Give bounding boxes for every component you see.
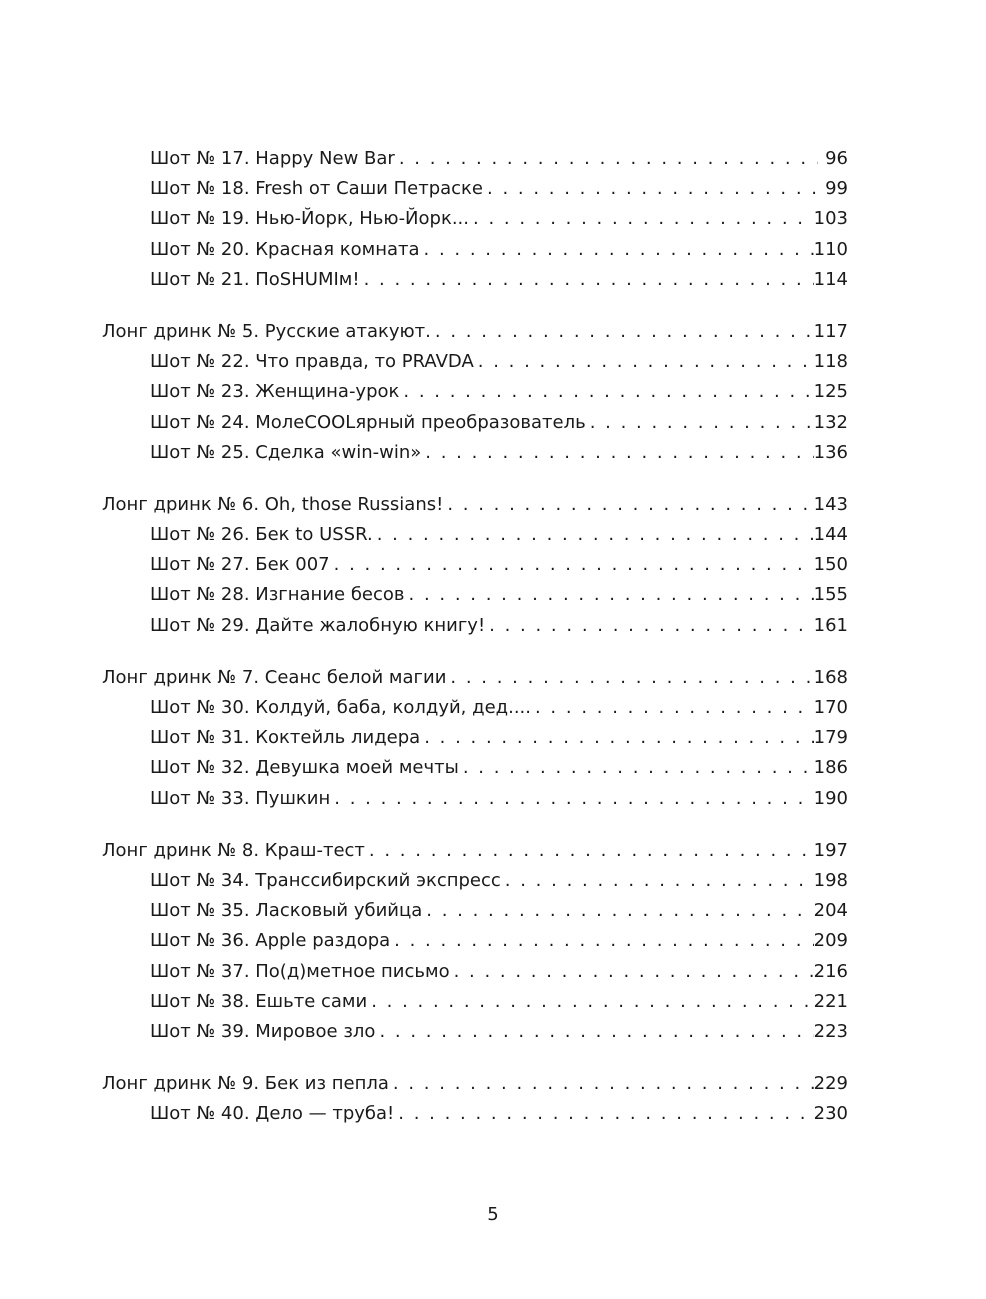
toc-entry-title: Шот № 17. Happy New Bar [150, 148, 395, 169]
toc-entry-title: Шот № 31. Коктейль лидера [150, 727, 421, 749]
toc-heading-title: Лонг дринк № 8. Краш-тест [102, 839, 365, 861]
toc-entry-title: Шот № 32. Девушка моей мечты [150, 757, 459, 779]
toc-entry [102, 784, 848, 814]
dot-leader [377, 520, 814, 550]
dot-leader [393, 1069, 814, 1099]
toc-heading [102, 1069, 848, 1099]
toc-entry-title: Шот № 26. Бек to USSR. [150, 524, 373, 546]
toc-heading-page: 197 [813, 839, 848, 861]
toc-entry-title: Шот № 40. Дело — труба! [150, 1103, 395, 1125]
dot-leader [424, 235, 814, 265]
toc-entry-title: Шот № 22. Что правда, то PRAVDA [150, 351, 474, 373]
toc-entry [102, 144, 848, 174]
toc-entry-page: 198 [813, 869, 848, 891]
toc-entry [102, 1017, 848, 1047]
toc-entry-page: 204 [813, 900, 848, 922]
toc-entry [102, 408, 848, 438]
toc-heading-title: Лонг дринк № 5. Русские атакуют. [102, 320, 431, 342]
toc-entry-title: Шот № 24. МолеCOOLярный преобразователь [150, 411, 586, 433]
toc-entry [102, 235, 848, 265]
dot-leader [403, 377, 813, 407]
toc-heading-title: Лонг дринк № 6. Oh, those Russians! [102, 493, 444, 515]
dot-leader [371, 987, 813, 1017]
toc-entry-title: Шот № 20. Красная комната [150, 238, 420, 260]
dot-leader [505, 866, 814, 896]
toc-entry [102, 265, 848, 295]
toc-entry [102, 866, 848, 896]
toc-heading-title: Лонг дринк № 7. Сеанс белой магии [102, 666, 447, 688]
dot-leader [435, 317, 814, 347]
dot-leader [473, 204, 814, 234]
toc-entry [102, 550, 848, 580]
toc-entry-page: 103 [813, 208, 848, 230]
table-of-contents [102, 144, 848, 1129]
toc-entry [102, 520, 848, 550]
toc-entry-title: Шот № 36. Apple раздора [150, 930, 391, 952]
toc-entry-page: 179 [813, 727, 848, 749]
dot-leader [364, 265, 814, 295]
dot-leader [369, 836, 814, 866]
toc-entry [102, 926, 848, 956]
toc-entry-title: Шот № 28. Изгнание бесов [150, 584, 405, 606]
dot-leader [454, 957, 814, 987]
dot-leader [394, 926, 813, 956]
toc-entry [102, 438, 848, 468]
dot-leader [398, 1099, 813, 1129]
toc-entry-page: 125 [813, 381, 848, 403]
toc-entry-title: Шот № 33. Пушкин [150, 787, 331, 809]
dot-leader [463, 753, 814, 783]
toc-entry [102, 693, 848, 723]
toc-entry-title: Шот № 38. Ешьте сами [150, 990, 368, 1012]
dot-leader [450, 663, 813, 693]
toc-entry [102, 1099, 848, 1129]
toc-entry-title: Шот № 18. Fresh от Саши Петраске [150, 178, 483, 200]
toc-entry-page: 110 [813, 238, 848, 260]
toc-entry-page: 216 [813, 960, 848, 982]
toc-entry-page: 136 [813, 441, 848, 463]
toc-heading-page: 143 [813, 493, 848, 515]
toc-entry-page: 118 [813, 351, 848, 373]
toc-entry-page: 190 [813, 787, 848, 809]
toc-entry-page: 230 [813, 1103, 848, 1125]
dot-leader [478, 347, 814, 377]
toc-heading [102, 317, 848, 347]
toc-heading [102, 490, 848, 520]
toc-entry-page: 150 [813, 554, 848, 576]
toc-entry [102, 580, 848, 610]
dot-leader [399, 144, 818, 174]
toc-heading-page: 229 [813, 1073, 848, 1095]
toc-entry-page: 221 [813, 990, 848, 1012]
dot-leader [334, 550, 814, 580]
toc-entry [102, 204, 848, 234]
toc-entry-page: 170 [813, 697, 848, 718]
toc-entry [102, 723, 848, 753]
toc-entry-title: Шот № 19. Нью-Йорк, Нью-Йорк... [150, 208, 469, 230]
toc-heading [102, 836, 848, 866]
toc-heading-page: 168 [813, 666, 848, 688]
toc-entry [102, 896, 848, 926]
toc-entry [102, 987, 848, 1017]
toc-entry-page: 96 [825, 148, 848, 169]
toc-entry-title: Шот № 37. По(д)метное письмо [150, 960, 450, 982]
toc-heading-title: Лонг дринк № 9. Бек из пепла [102, 1073, 389, 1095]
toc-entry-title: Шот № 27. Бек 007 [150, 554, 330, 576]
toc-entry-title: Шот № 23. Женщина-урок [150, 381, 400, 403]
dot-leader [487, 174, 818, 204]
page-number: 5 [487, 1204, 499, 1225]
dot-leader [409, 580, 814, 610]
toc-heading-page: 117 [813, 320, 848, 342]
dot-leader [334, 784, 813, 814]
toc-entry-title: Шот № 25. Сделка «win-win» [150, 441, 422, 463]
dot-leader [535, 693, 814, 723]
dot-leader [379, 1017, 813, 1047]
toc-entry-title: Шот № 21. ПоSHUMIм! [150, 268, 360, 290]
dot-leader [424, 723, 813, 753]
toc-heading [102, 663, 848, 693]
toc-entry-page: 209 [813, 930, 848, 952]
toc-entry [102, 957, 848, 987]
toc-entry-page: 144 [813, 524, 848, 546]
toc-entry-title: Шот № 29. Дайте жалобную книгу! [150, 614, 486, 636]
toc-entry [102, 347, 848, 377]
toc-entry [102, 611, 848, 641]
toc-entry-page: 132 [813, 411, 848, 433]
toc-entry [102, 377, 848, 407]
toc-entry-page: 155 [813, 584, 848, 606]
dot-leader [447, 490, 813, 520]
dot-leader [489, 611, 813, 641]
dot-leader [590, 408, 814, 438]
dot-leader [425, 438, 813, 468]
toc-entry-title: Шот № 30. Колдуй, баба, колдуй, дед.... [150, 697, 531, 718]
toc-entry-title: Шот № 35. Ласковый убийца [150, 900, 423, 922]
dot-leader [426, 896, 813, 926]
toc-entry [102, 753, 848, 783]
toc-entry-page: 223 [813, 1020, 848, 1042]
toc-entry-title: Шот № 34. Транссибирский экспресс [150, 869, 501, 891]
toc-entry [102, 174, 848, 204]
toc-entry-title: Шот № 39. Мировое зло [150, 1020, 376, 1042]
toc-entry-page: 99 [825, 178, 848, 200]
toc-entry-page: 114 [813, 268, 848, 290]
toc-entry-page: 186 [813, 757, 848, 779]
toc-entry-page: 161 [813, 614, 848, 636]
